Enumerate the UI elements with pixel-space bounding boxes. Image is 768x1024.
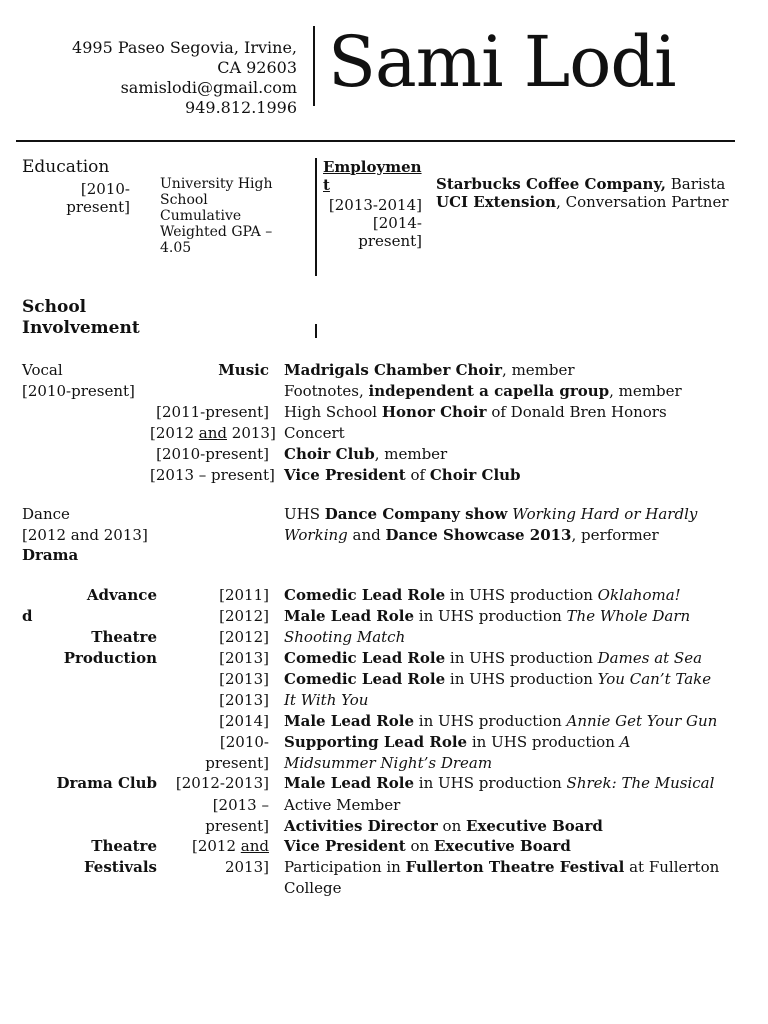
section-divider — [315, 158, 317, 276]
contact-block — [20, 38, 297, 118]
dance-label: Dance — [22, 505, 70, 523]
drama-role — [284, 732, 744, 753]
role-bold: Male Lead Role — [284, 607, 415, 625]
role-text: in UHS production — [445, 649, 598, 667]
drama-role — [284, 606, 744, 627]
music-label: Music — [218, 361, 269, 379]
drama-sub-club: Drama Club — [56, 774, 157, 792]
school-name: University High School — [160, 176, 273, 208]
vocal-date-1: [2010-present] — [22, 382, 135, 400]
vocal-label: Vocal — [22, 361, 63, 379]
role-bold: Fullerton Theatre Festival — [405, 858, 625, 876]
drama-role — [284, 816, 744, 837]
role-bold: Executive Board — [466, 817, 603, 835]
vocal-item-text: , member — [609, 382, 682, 400]
role-italic: A — [619, 733, 631, 751]
job-2-org: UCI Extension — [436, 193, 557, 211]
drama-date: 2013] — [224, 858, 269, 876]
role-text: in UHS production — [445, 670, 598, 688]
drama-role — [284, 773, 744, 794]
vocal-item-text: High School — [284, 403, 382, 421]
dance-dates: [2012 and 2013] — [22, 526, 148, 544]
header-divider — [313, 26, 315, 106]
role-bold: Comedic Lead Role — [284, 649, 446, 667]
drama-date: [2013] — [219, 649, 269, 667]
dance-text: UHS — [284, 505, 325, 523]
candidate-name: Sami Lodi — [328, 21, 676, 103]
drama-role — [284, 648, 744, 669]
drama-label: Drama — [22, 546, 79, 564]
drama-sub-festivals-2: Festivals — [83, 858, 157, 876]
drama-sub-theatre: Theatre — [91, 628, 157, 646]
drama-role — [284, 585, 744, 606]
drama-role: Active Member — [284, 796, 401, 814]
drama-date — [150, 836, 269, 857]
job-1-role: Barista — [665, 175, 726, 193]
role-text: in UHS production — [414, 712, 567, 730]
header-rule — [16, 140, 735, 142]
drama-date: [2013] — [219, 691, 269, 709]
drama-role: It With You — [284, 691, 369, 709]
vocal-date-3 — [150, 423, 276, 444]
drama-date: present] — [205, 754, 269, 772]
job-2-role: , Conversation Partner — [556, 193, 729, 211]
drama-date: present] — [205, 817, 269, 835]
role-italic: Annie Get Your Gun — [566, 712, 718, 730]
vocal-date-2: [2011-present] — [156, 403, 269, 421]
vocal-item-bold: Vice President — [284, 466, 406, 484]
education-dates: [2010-present] — [66, 180, 130, 216]
address-line-1: 4995 Paseo Segovia, Irvine, — [72, 38, 297, 57]
role-bold: Comedic Lead Role — [284, 670, 446, 688]
drama-date: [2011] — [219, 586, 269, 604]
dance-line-2 — [284, 525, 744, 546]
drama-date: [2013 – — [212, 796, 269, 814]
role-text: at Fullerton — [624, 858, 720, 876]
vocal-item-bold: Madrigals Chamber Choir — [284, 361, 503, 379]
drama-role — [284, 669, 744, 690]
job-2-dates: [2014-present] — [358, 214, 422, 250]
drama-date: [2012] — [219, 628, 269, 646]
job-1-org: Starbucks Coffee Company, — [436, 175, 666, 193]
drama-date-a: [2012 — [191, 837, 241, 855]
role-bold: Activities Director — [284, 817, 438, 835]
vocal-item-text: of — [405, 466, 430, 484]
drama-sub-production: Production — [63, 649, 157, 667]
vocal-item — [284, 402, 744, 423]
vocal-item-bold: Honor Choir — [381, 403, 487, 421]
job-1 — [436, 175, 736, 193]
job-1-dates: [2013-2014] — [328, 196, 422, 214]
phone: 949.812.1996 — [185, 98, 297, 117]
drama-date: [2014] — [219, 712, 269, 730]
role-text: on — [405, 837, 434, 855]
role-text: in UHS production — [445, 586, 598, 604]
dance-italic: Working — [284, 526, 348, 544]
drama-date: [2010- — [219, 733, 269, 751]
role-text: on — [437, 817, 467, 835]
dance-text: and — [347, 526, 386, 544]
role-italic: The Whole Darn — [566, 607, 691, 625]
vocal-date-4: [2010-present] — [156, 445, 269, 463]
role-bold: Vice President — [284, 837, 406, 855]
role-italic: Oklahoma! — [597, 586, 681, 604]
vocal-item-text: , member — [374, 445, 448, 463]
dance-italic: Working Hard or Hardly — [507, 505, 698, 523]
vocal-item — [284, 360, 744, 381]
drama-role — [284, 836, 744, 857]
dance-bold: Dance Company show — [324, 505, 508, 523]
role-bold: Male Lead Role — [284, 774, 415, 792]
vocal-item — [284, 444, 744, 465]
role-text: in UHS production — [467, 733, 620, 751]
vocal-item-text: , member — [502, 361, 575, 379]
vocal-date-3b: and — [198, 424, 228, 442]
vocal-item — [284, 465, 744, 486]
job-2 — [436, 193, 736, 211]
dance-bold: Dance Showcase 2013 — [385, 526, 572, 544]
role-italic: Shrek: The Musical — [566, 774, 715, 792]
vocal-item — [284, 381, 744, 402]
drama-sub-advanced-2: d — [22, 607, 33, 625]
vocal-item: Concert — [284, 424, 345, 442]
vocal-date-3a: [2012 — [150, 424, 199, 442]
vocal-item-text: of Donald Bren Honors — [486, 403, 667, 421]
vocal-item-bold: Choir Club — [429, 466, 521, 484]
drama-date-b: and — [240, 837, 269, 855]
address-line-2: CA 92603 — [217, 58, 297, 77]
vocal-item-bold: Choir Club — [284, 445, 375, 463]
education-school — [160, 176, 285, 256]
role-bold: Supporting Lead Role — [284, 733, 468, 751]
vocal-item-text: Footnotes, — [284, 382, 369, 400]
vocal-item-bold: independent a capella group — [368, 382, 610, 400]
drama-date: [2012-2013] — [175, 774, 269, 792]
divider-fragment — [315, 324, 317, 338]
role-text: Participation in — [284, 858, 406, 876]
role-bold: Male Lead Role — [284, 712, 415, 730]
role-bold: Comedic Lead Role — [284, 586, 446, 604]
role-text: in UHS production — [414, 607, 567, 625]
drama-sub-festivals-1: Theatre — [91, 837, 157, 855]
email: samislodi@gmail.com — [120, 78, 297, 97]
drama-role: College — [284, 879, 342, 897]
drama-role — [284, 857, 744, 878]
dance-text: , performer — [571, 526, 659, 544]
dance-line-1 — [284, 504, 744, 525]
drama-role: Shooting Match — [284, 628, 406, 646]
involvement-heading: School Involvement — [22, 297, 140, 338]
vocal-date-5: [2013 – present] — [150, 466, 275, 484]
drama-role — [284, 711, 744, 732]
education-heading: Education — [22, 157, 110, 177]
role-italic: Dames at Sea — [597, 649, 703, 667]
employment-heading: Employment — [323, 158, 422, 194]
role-text: in UHS production — [414, 774, 567, 792]
drama-role: Midsummer Night’s Dream — [284, 754, 493, 772]
drama-date: [2012] — [219, 607, 269, 625]
drama-sub-advanced: Advance — [86, 586, 157, 604]
vocal-date-3c: 2013] — [227, 424, 276, 442]
gpa: Cumulative Weighted GPA – 4.05 — [160, 208, 273, 256]
role-bold: Executive Board — [433, 837, 571, 855]
role-italic: You Can’t Take — [597, 670, 712, 688]
drama-date: [2013] — [219, 670, 269, 688]
